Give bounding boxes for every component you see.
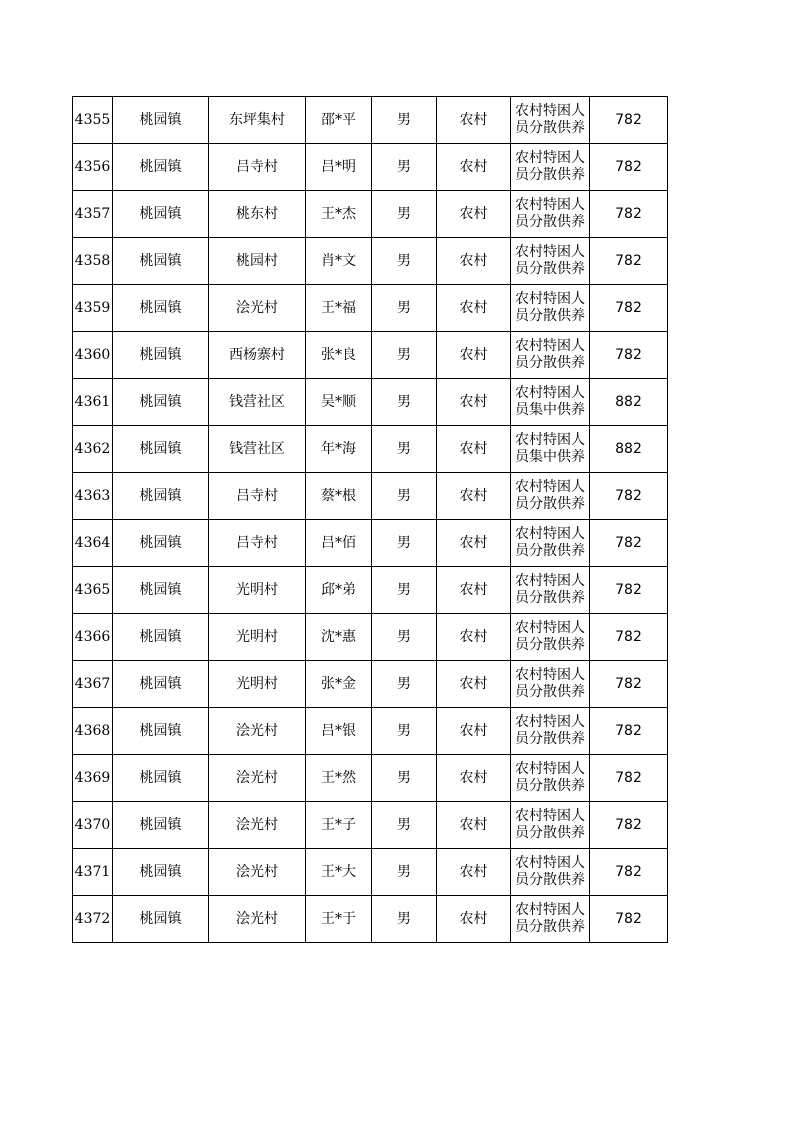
support-type-cell: [511, 238, 590, 285]
record-number-cell: 4371: [73, 849, 113, 896]
amount-cell: 782: [590, 567, 668, 614]
name-cell: 吴*顺: [306, 379, 372, 426]
support-type-cell: [511, 520, 590, 567]
area-type-cell: 农村: [437, 849, 511, 896]
table-row: [73, 849, 668, 896]
town-cell: 桃园镇: [113, 332, 209, 379]
gender-cell: 男: [372, 379, 437, 426]
record-number-cell: 4365: [73, 567, 113, 614]
name-cell: 张*良: [306, 332, 372, 379]
support-type-text: 农村特困人员集中供养: [515, 432, 585, 465]
table-row: [73, 755, 668, 802]
village-cell: 浍光村: [209, 755, 306, 802]
area-type-cell: 农村: [437, 379, 511, 426]
town-cell: 桃园镇: [113, 567, 209, 614]
village-cell: 桃东村: [209, 191, 306, 238]
support-type-cell: [511, 144, 590, 191]
area-type-cell: 农村: [437, 426, 511, 473]
record-number-cell: 4369: [73, 755, 113, 802]
amount-cell: 782: [590, 520, 668, 567]
gender-cell: 男: [372, 755, 437, 802]
records-table: [72, 96, 668, 943]
table-row: [73, 567, 668, 614]
table-row: [73, 285, 668, 332]
support-type-text: 农村特困人员分散供养: [515, 244, 585, 277]
support-type-text: 农村特困人员分散供养: [515, 902, 585, 935]
gender-cell: 男: [372, 97, 437, 144]
gender-cell: 男: [372, 285, 437, 332]
record-number-cell: 4363: [73, 473, 113, 520]
support-type-cell: [511, 661, 590, 708]
name-cell: 张*金: [306, 661, 372, 708]
amount-cell: 782: [590, 332, 668, 379]
support-type-text: 农村特困人员分散供养: [515, 808, 585, 841]
area-type-cell: 农村: [437, 97, 511, 144]
support-type-cell: [511, 332, 590, 379]
gender-cell: 男: [372, 473, 437, 520]
area-type-cell: 农村: [437, 238, 511, 285]
support-type-cell: [511, 755, 590, 802]
name-cell: 沈*惠: [306, 614, 372, 661]
area-type-cell: 农村: [437, 144, 511, 191]
table-row: [73, 614, 668, 661]
village-cell: 浍光村: [209, 802, 306, 849]
amount-cell: 782: [590, 285, 668, 332]
amount-cell: 782: [590, 238, 668, 285]
table-row: [73, 802, 668, 849]
support-type-cell: [511, 97, 590, 144]
support-type-text: 农村特困人员分散供养: [515, 338, 585, 371]
gender-cell: 男: [372, 144, 437, 191]
town-cell: 桃园镇: [113, 708, 209, 755]
table-row: [73, 238, 668, 285]
record-number-cell: 4356: [73, 144, 113, 191]
gender-cell: 男: [372, 802, 437, 849]
record-number-cell: 4359: [73, 285, 113, 332]
amount-cell: 782: [590, 802, 668, 849]
name-cell: 王*福: [306, 285, 372, 332]
record-number-cell: 4361: [73, 379, 113, 426]
record-number-cell: 4357: [73, 191, 113, 238]
support-type-text: 农村特困人员分散供养: [515, 150, 585, 183]
support-type-cell: [511, 379, 590, 426]
area-type-cell: 农村: [437, 755, 511, 802]
amount-cell: 782: [590, 144, 668, 191]
support-type-cell: [511, 849, 590, 896]
name-cell: 王*然: [306, 755, 372, 802]
name-cell: 肖*文: [306, 238, 372, 285]
support-type-cell: [511, 896, 590, 943]
gender-cell: 男: [372, 191, 437, 238]
record-number-cell: 4362: [73, 426, 113, 473]
name-cell: 年*海: [306, 426, 372, 473]
town-cell: 桃园镇: [113, 849, 209, 896]
village-cell: 浍光村: [209, 896, 306, 943]
support-type-text: 农村特困人员集中供养: [515, 385, 585, 418]
support-type-text: 农村特困人员分散供养: [515, 291, 585, 324]
support-type-text: 农村特困人员分散供养: [515, 761, 585, 794]
support-type-text: 农村特困人员分散供养: [515, 855, 585, 888]
gender-cell: 男: [372, 332, 437, 379]
area-type-cell: 农村: [437, 661, 511, 708]
table-row: [73, 379, 668, 426]
village-cell: 浍光村: [209, 849, 306, 896]
name-cell: 吕*银: [306, 708, 372, 755]
amount-cell: 782: [590, 708, 668, 755]
table-row: [73, 473, 668, 520]
gender-cell: 男: [372, 708, 437, 755]
support-type-cell: [511, 802, 590, 849]
record-number-cell: 4355: [73, 97, 113, 144]
town-cell: 桃园镇: [113, 285, 209, 332]
support-type-text: 农村特困人员分散供养: [515, 479, 585, 512]
town-cell: 桃园镇: [113, 520, 209, 567]
support-type-text: 农村特困人员分散供养: [515, 197, 585, 230]
town-cell: 桃园镇: [113, 426, 209, 473]
area-type-cell: 农村: [437, 708, 511, 755]
area-type-cell: 农村: [437, 473, 511, 520]
record-number-cell: 4364: [73, 520, 113, 567]
gender-cell: 男: [372, 520, 437, 567]
name-cell: 邱*弟: [306, 567, 372, 614]
amount-cell: 782: [590, 661, 668, 708]
gender-cell: 男: [372, 849, 437, 896]
town-cell: 桃园镇: [113, 802, 209, 849]
table-body: [73, 97, 668, 943]
town-cell: 桃园镇: [113, 191, 209, 238]
area-type-cell: 农村: [437, 285, 511, 332]
town-cell: 桃园镇: [113, 614, 209, 661]
name-cell: 吕*佰: [306, 520, 372, 567]
name-cell: 吕*明: [306, 144, 372, 191]
village-cell: 吕寺村: [209, 473, 306, 520]
support-type-text: 农村特困人员分散供养: [515, 103, 585, 136]
amount-cell: 782: [590, 755, 668, 802]
amount-cell: 782: [590, 896, 668, 943]
name-cell: 邵*平: [306, 97, 372, 144]
area-type-cell: 农村: [437, 520, 511, 567]
record-number-cell: 4367: [73, 661, 113, 708]
area-type-cell: 农村: [437, 567, 511, 614]
town-cell: 桃园镇: [113, 379, 209, 426]
amount-cell: 782: [590, 614, 668, 661]
town-cell: 桃园镇: [113, 144, 209, 191]
town-cell: 桃园镇: [113, 473, 209, 520]
name-cell: 王*杰: [306, 191, 372, 238]
table-row: [73, 426, 668, 473]
village-cell: 光明村: [209, 661, 306, 708]
name-cell: 蔡*根: [306, 473, 372, 520]
table-row: [73, 896, 668, 943]
gender-cell: 男: [372, 614, 437, 661]
name-cell: 王*于: [306, 896, 372, 943]
record-number-cell: 4370: [73, 802, 113, 849]
record-number-cell: 4360: [73, 332, 113, 379]
village-cell: 吕寺村: [209, 144, 306, 191]
village-cell: 钱营社区: [209, 379, 306, 426]
village-cell: 桃园村: [209, 238, 306, 285]
table-row: [73, 97, 668, 144]
area-type-cell: 农村: [437, 802, 511, 849]
amount-cell: 782: [590, 191, 668, 238]
support-type-cell: [511, 473, 590, 520]
village-cell: 光明村: [209, 614, 306, 661]
table-row: [73, 191, 668, 238]
support-type-cell: [511, 191, 590, 238]
area-type-cell: 农村: [437, 614, 511, 661]
village-cell: 吕寺村: [209, 520, 306, 567]
amount-cell: 782: [590, 97, 668, 144]
town-cell: 桃园镇: [113, 755, 209, 802]
gender-cell: 男: [372, 238, 437, 285]
record-number-cell: 4368: [73, 708, 113, 755]
support-type-cell: [511, 708, 590, 755]
name-cell: 王*子: [306, 802, 372, 849]
support-type-text: 农村特困人员分散供养: [515, 620, 585, 653]
amount-cell: 882: [590, 379, 668, 426]
village-cell: 光明村: [209, 567, 306, 614]
table-row: [73, 661, 668, 708]
table-row: [73, 520, 668, 567]
town-cell: 桃园镇: [113, 896, 209, 943]
record-number-cell: 4366: [73, 614, 113, 661]
record-number-cell: 4372: [73, 896, 113, 943]
area-type-cell: 农村: [437, 332, 511, 379]
village-cell: 钱营社区: [209, 426, 306, 473]
name-cell: 王*大: [306, 849, 372, 896]
support-type-cell: [511, 426, 590, 473]
town-cell: 桃园镇: [113, 97, 209, 144]
village-cell: 浍光村: [209, 285, 306, 332]
support-type-cell: [511, 285, 590, 332]
area-type-cell: 农村: [437, 191, 511, 238]
table-row: [73, 708, 668, 755]
support-type-text: 农村特困人员分散供养: [515, 714, 585, 747]
village-cell: 东坪集村: [209, 97, 306, 144]
support-type-text: 农村特困人员分散供养: [515, 573, 585, 606]
village-cell: 浍光村: [209, 708, 306, 755]
gender-cell: 男: [372, 567, 437, 614]
record-number-cell: 4358: [73, 238, 113, 285]
amount-cell: 782: [590, 473, 668, 520]
amount-cell: 882: [590, 426, 668, 473]
support-type-text: 农村特困人员分散供养: [515, 667, 585, 700]
support-type-cell: [511, 567, 590, 614]
support-type-text: 农村特困人员分散供养: [515, 526, 585, 559]
town-cell: 桃园镇: [113, 238, 209, 285]
gender-cell: 男: [372, 896, 437, 943]
support-type-cell: [511, 614, 590, 661]
gender-cell: 男: [372, 661, 437, 708]
table-row: [73, 332, 668, 379]
area-type-cell: 农村: [437, 896, 511, 943]
gender-cell: 男: [372, 426, 437, 473]
town-cell: 桃园镇: [113, 661, 209, 708]
amount-cell: 782: [590, 849, 668, 896]
village-cell: 西杨寨村: [209, 332, 306, 379]
table-row: [73, 144, 668, 191]
